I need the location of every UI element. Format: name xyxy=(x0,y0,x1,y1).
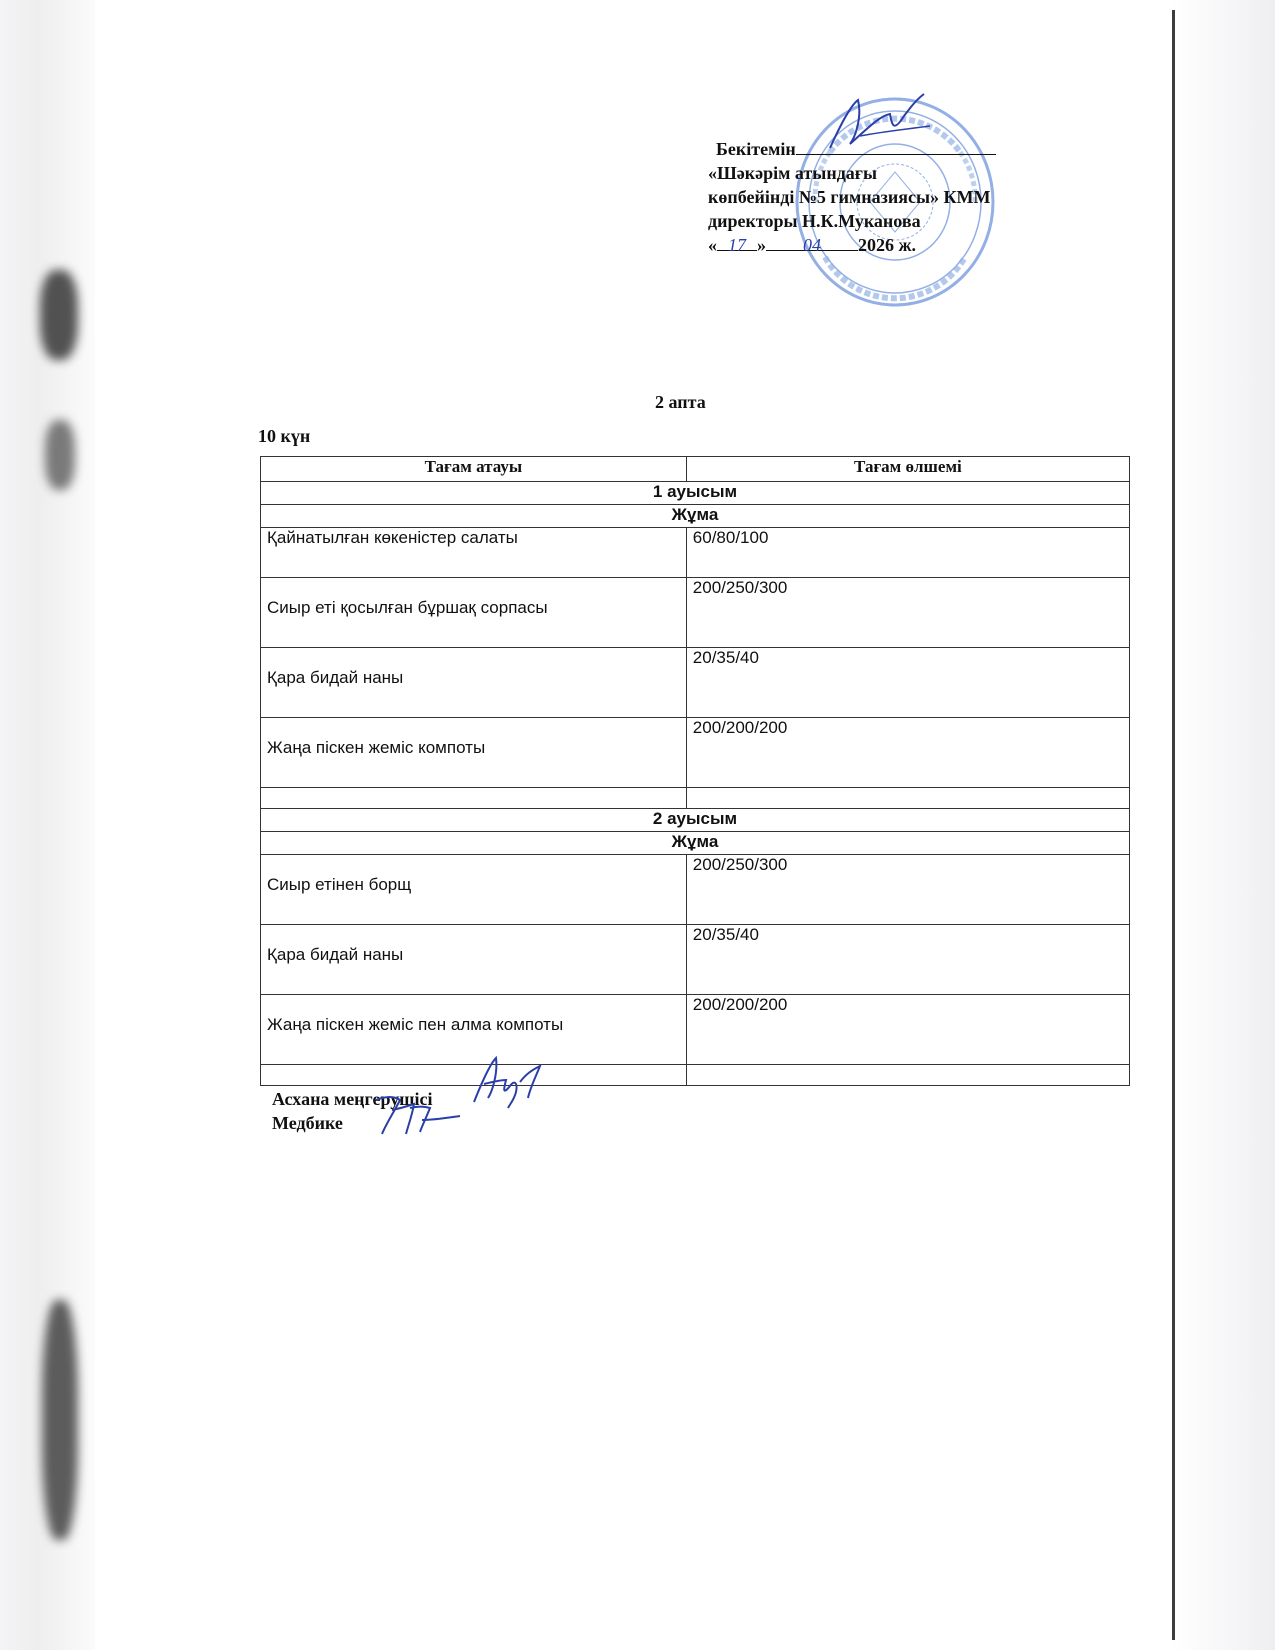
cook-label: Асхана меңгерушісі xyxy=(272,1089,433,1109)
table-header-row xyxy=(261,457,1130,482)
dish-name: Қара бидай наны xyxy=(261,925,687,995)
empty-row xyxy=(261,1065,1130,1086)
menu-table xyxy=(260,456,1130,1086)
shift-row: 2 ауысым xyxy=(261,809,1130,832)
signature-blank xyxy=(796,138,996,155)
dish-portion: 20/35/40 xyxy=(686,648,1129,718)
scan-edge-line xyxy=(1172,10,1175,1640)
day-row: Жұма xyxy=(261,832,1130,855)
scan-smudge xyxy=(45,420,75,490)
day-row: Жұма xyxy=(261,505,1130,528)
dish-portion: 20/35/40 xyxy=(686,925,1129,995)
dish-name: Қайнатылған көкеністер салаты xyxy=(261,528,687,578)
header-portion: Тағам өлшемі xyxy=(686,457,1129,482)
dish-portion: 60/80/100 xyxy=(686,528,1129,578)
empty-row xyxy=(261,788,1130,809)
dish-portion: 200/250/300 xyxy=(686,578,1129,648)
table-row xyxy=(261,995,1130,1065)
date-month: 04 xyxy=(766,234,858,251)
org-line-1: «Шәкәрім атындағы xyxy=(708,163,878,183)
table-row xyxy=(261,855,1130,925)
shift-row: 1 ауысым xyxy=(261,482,1130,505)
table-row xyxy=(261,718,1130,788)
header-dish-name: Тағам атауы xyxy=(261,457,687,482)
scan-edge-right xyxy=(1170,0,1275,1650)
dish-portion: 200/200/200 xyxy=(686,995,1129,1065)
cook-signature xyxy=(470,1052,550,1112)
scan-smudge xyxy=(42,1300,78,1540)
nurse-label: Медбике xyxy=(272,1113,343,1133)
dish-portion: 200/200/200 xyxy=(686,718,1129,788)
dish-name: Қара бидай наны xyxy=(261,648,687,718)
approve-label: Бекітемін xyxy=(716,139,796,159)
day-title: 10 күн xyxy=(258,426,311,446)
date-year: 2026 ж. xyxy=(858,235,917,255)
dish-portion: 200/250/300 xyxy=(686,855,1129,925)
scan-smudge xyxy=(40,270,78,360)
dish-name: Сиыр етінен борщ xyxy=(261,855,687,925)
approval-date: « 17 » 04 2026 ж. xyxy=(708,235,917,255)
dish-name: Жаңа піскен жеміс компоты xyxy=(261,718,687,788)
table-row xyxy=(261,578,1130,648)
table-row xyxy=(261,925,1130,995)
director-name: директоры Н.К.Муканова xyxy=(708,211,921,231)
nurse-signature xyxy=(372,1090,462,1140)
week-title: 2 апта xyxy=(655,392,706,412)
dish-name: Сиыр еті қосылған бұршақ сорпасы xyxy=(261,578,687,648)
date-day: 17 xyxy=(717,234,757,251)
dish-name: Жаңа піскен жеміс пен алма компоты xyxy=(261,995,687,1065)
table-row xyxy=(261,528,1130,578)
org-line-2: көпбейінді №5 гимназиясы» КММ xyxy=(708,187,991,207)
table-row xyxy=(261,648,1130,718)
